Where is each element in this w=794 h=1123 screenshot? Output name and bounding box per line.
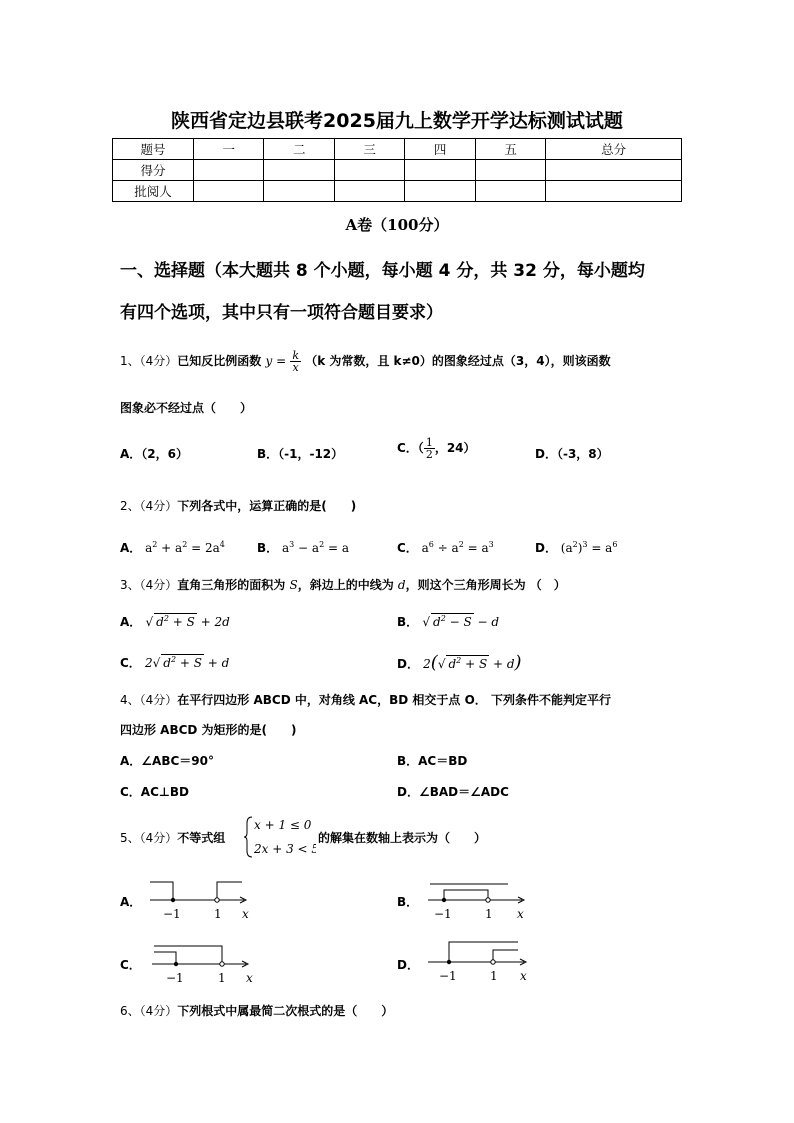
question-2 [120, 497, 356, 514]
question-1 [120, 350, 611, 373]
number-line-c [148, 940, 260, 984]
score-table-cell: 得分 [113, 160, 194, 181]
question-6 [120, 1002, 393, 1019]
section-heading-line1: 一、选择题（本大题共 8 个小题，每小题 4 分，共 32 分，每小题均 [120, 261, 645, 281]
question-number: 5、（4分） [120, 831, 178, 845]
option-b[interactable]: B． [397, 895, 419, 909]
fraction-denominator: 2 [425, 448, 433, 461]
exam-title: 陕西省定边县联考2025届九上数学开学达标测试试题 [171, 110, 623, 132]
expression: √ $d^2 - S - d$ [422, 614, 500, 629]
tick-label-1: 1 [218, 971, 226, 984]
number-line-b [424, 876, 534, 920]
question-number: 3、（4分） [120, 578, 178, 592]
option-b[interactable]: B．（-1，-12） [257, 447, 344, 461]
option-label: C． [397, 541, 418, 555]
score-table-cell: 总分 [546, 139, 682, 160]
solution-ray-lower [493, 950, 518, 962]
solution-ray-right [217, 882, 242, 900]
hollow-point [220, 962, 224, 966]
inequality-system-graphic [244, 815, 316, 859]
score-table-cell[interactable] [334, 181, 404, 202]
score-table-cell: 五 [475, 139, 545, 160]
question-text: （k 为常数，且 k≠0）的图象经过点（3，4），则该函数 [305, 354, 611, 368]
option-label: D． [535, 541, 557, 555]
option-a[interactable] [120, 539, 225, 556]
option-c[interactable]: C． [120, 958, 141, 972]
score-table-cell[interactable] [546, 160, 682, 181]
question-number: 4、（4分） [120, 693, 178, 707]
option-b[interactable]: B．AC＝BD [397, 754, 468, 768]
tick-label-neg1: −1 [434, 907, 452, 920]
number-line-d [424, 936, 536, 982]
tick-label-1: 1 [490, 969, 498, 982]
question-4-line2: 四边形 ABCD 为矩形的是( ) [120, 723, 297, 737]
score-table-cell[interactable] [475, 181, 545, 202]
question-text: 下列各式中，运算正确的是( ) [177, 499, 357, 513]
score-table-row [113, 181, 682, 202]
question-text: 下列根式中属最简二次根式的是（ ） [177, 1004, 394, 1018]
variable-d: d [397, 578, 406, 592]
score-table-cell: 批阅人 [113, 181, 194, 202]
option-d[interactable] [535, 539, 617, 556]
score-table-cell[interactable] [546, 181, 682, 202]
tick-label-neg1: −1 [163, 907, 181, 920]
left-brace-icon [244, 817, 252, 857]
option-c-prefix: C．（ [397, 441, 424, 455]
option-a[interactable]: A．（2，6） [120, 447, 188, 461]
axis-label-x: x [520, 969, 527, 982]
option-label: D． [397, 657, 419, 671]
section-heading-line2: 有四个选项，其中只有一项符合题目要求） [120, 303, 443, 323]
solid-point [447, 960, 451, 964]
option-d[interactable] [397, 652, 522, 673]
score-table-cell[interactable] [405, 181, 475, 202]
question-number: 1、（4分） [120, 354, 178, 368]
fraction-one-half [424, 437, 435, 460]
tick-label-neg1: −1 [166, 971, 184, 984]
option-label: A． [120, 615, 142, 629]
expression: 2√ $d^2 + S + d$ [145, 655, 230, 670]
question-text: 直角三角形的面积为 [177, 578, 286, 592]
option-c[interactable] [120, 654, 229, 671]
variable-s: S [289, 578, 298, 592]
hollow-point [491, 960, 495, 964]
solution-ray-top [154, 946, 222, 964]
option-d[interactable]: D． [397, 958, 419, 972]
number-line-a [146, 876, 256, 920]
question-text: 已知反比例函数 [177, 354, 262, 368]
option-label: C． [120, 656, 141, 670]
expression: $a^2 + a^2 = 2a^4$ [141, 540, 225, 555]
option-label: A． [120, 541, 142, 555]
tick-label-1: 1 [214, 907, 222, 920]
expression: $a^6 \div a^2 = a^3$ [417, 540, 494, 555]
fraction-denominator: x [290, 361, 301, 373]
option-c[interactable] [397, 539, 494, 556]
score-table-row [113, 160, 682, 181]
fraction-k-over-x [290, 350, 301, 373]
score-table-cell: 三 [334, 139, 404, 160]
score-table-cell[interactable] [264, 181, 334, 202]
option-a[interactable]: A．∠ABC＝90° [120, 754, 214, 768]
option-a[interactable]: A． [120, 895, 142, 909]
score-table-cell: 一 [194, 139, 264, 160]
axis-label-x: x [246, 971, 253, 984]
score-table-cell: 四 [405, 139, 475, 160]
score-table-cell[interactable] [334, 160, 404, 181]
expression: $(a^2)^3 = a^6$ [556, 540, 618, 555]
expression: 2(√ $d^2 + S + d$) [423, 652, 522, 673]
question-number: 6、（4分） [120, 1004, 178, 1018]
score-table-cell[interactable] [194, 160, 264, 181]
tick-label-1: 1 [485, 907, 493, 920]
score-table-cell[interactable] [475, 160, 545, 181]
inequality-system [244, 815, 316, 863]
question-5-text: 的解集在数轴上表示为（ ） [318, 831, 487, 845]
question-text: ，则这个三角形周长为 （ ） [405, 578, 566, 592]
solution-ray-top [449, 942, 518, 962]
expression: $a^3 - a^2 = a$ [278, 540, 349, 555]
question-text: ，斜边上的中线为 [297, 578, 394, 592]
question-text: 在平行四边形 ABCD 中，对角线 AC，BD 相交于点 O． 下列条件不能判定平行 [177, 693, 611, 707]
axis-label-x: x [242, 907, 249, 920]
fraction-numerator: k [292, 349, 299, 362]
question-3 [120, 576, 566, 593]
score-table-cell: 二 [264, 139, 334, 160]
hollow-point [486, 898, 490, 902]
option-d[interactable]: D．∠BAD＝∠ADC [397, 785, 509, 799]
score-table-cell: 题号 [113, 139, 194, 160]
score-table-cell[interactable] [194, 181, 264, 202]
option-a[interactable] [120, 613, 230, 630]
solid-point [174, 962, 178, 966]
expression: √ $d^2 + S + 2d$ [145, 614, 230, 629]
question-text: 不等式组 [177, 831, 226, 845]
score-table-header-row [113, 139, 682, 160]
option-label: B． [397, 615, 419, 629]
question-number: 2、（4分） [120, 499, 178, 513]
inequality-1: x + 1 ≤ 0 [254, 818, 312, 832]
solid-point [171, 898, 175, 902]
score-table-cell[interactable] [264, 160, 334, 181]
option-b[interactable] [397, 613, 499, 630]
solution-ray-left [150, 882, 173, 900]
function-y: y = [265, 354, 287, 368]
option-c[interactable]: C．AC⊥BD [120, 785, 189, 799]
option-b[interactable] [257, 539, 349, 556]
inequality-2: 2x + 3 < 5 [254, 842, 316, 856]
option-c[interactable] [397, 437, 476, 460]
tick-label-neg1: −1 [439, 969, 457, 982]
question-4 [120, 691, 611, 708]
option-c-suffix: ，24） [434, 441, 476, 455]
hollow-point [215, 898, 219, 902]
solid-point [442, 898, 446, 902]
solution-segment [444, 890, 488, 900]
score-table-cell[interactable] [405, 160, 475, 181]
score-table [112, 138, 682, 202]
solution-ray-lower [154, 952, 176, 964]
option-label: B． [257, 541, 279, 555]
question-5-intro [120, 829, 225, 846]
section-a-heading: A卷（100分） [345, 216, 449, 234]
option-d[interactable]: D．（-3，8） [535, 447, 609, 461]
axis-label-x: x [517, 907, 524, 920]
fraction-numerator: 1 [425, 436, 433, 449]
question-1-line2: 图象必不经过点（ ） [120, 401, 253, 415]
